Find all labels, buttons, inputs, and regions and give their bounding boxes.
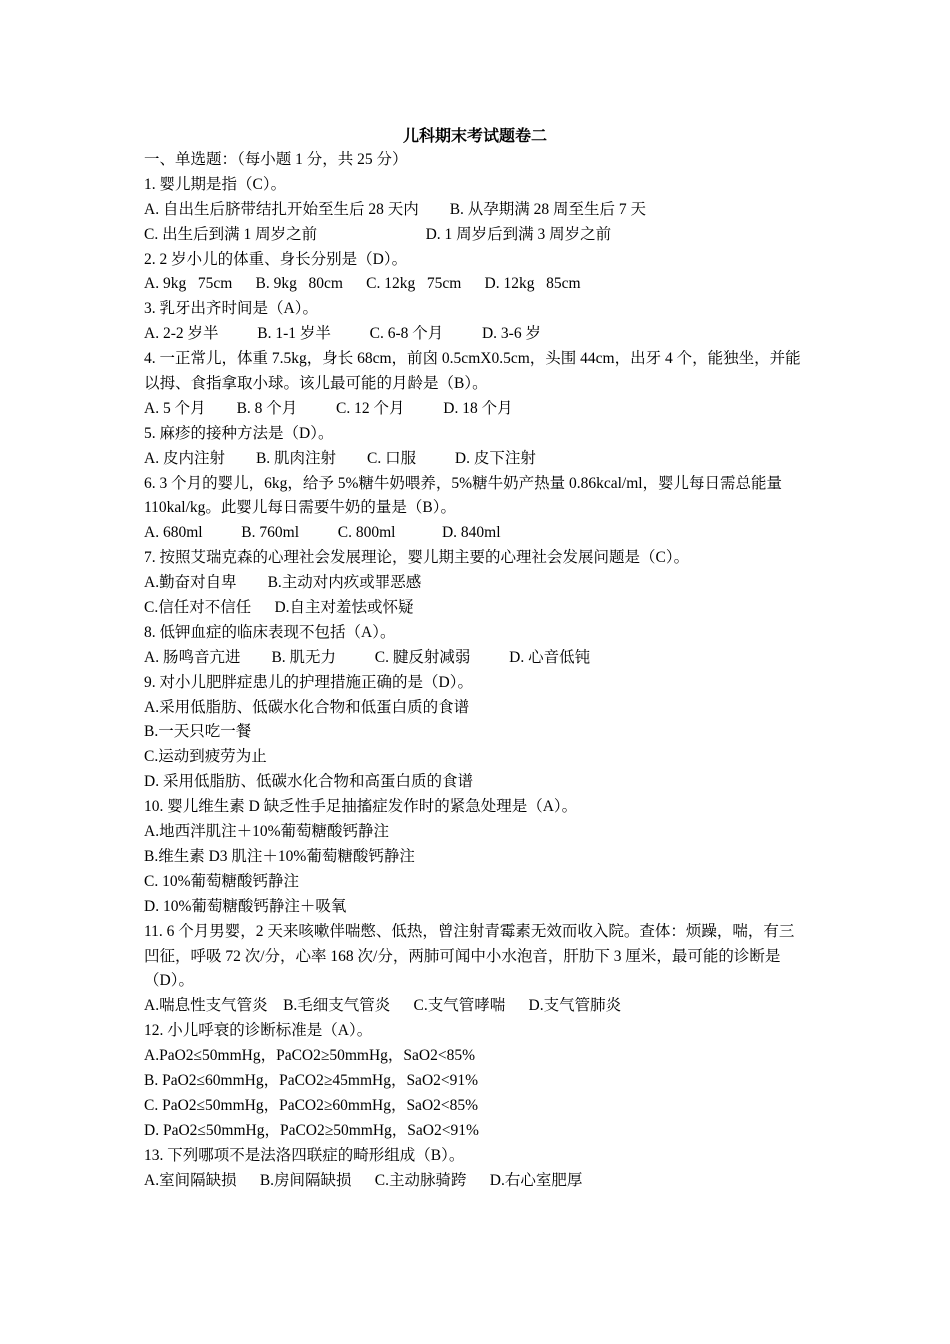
q12-option-b: B. PaO2≤60mmHg，PaCO2≥45mmHg，SaO2<91%: [144, 1071, 479, 1089]
q4-options: A. 5 个月 B. 8 个月 C. 12 个月 D. 18 个月: [144, 399, 513, 417]
q9-option-c: C.运动到疲劳为止: [144, 748, 267, 766]
question-2: 2. 2 岁小儿的体重、身长分别是（D）。: [144, 250, 408, 268]
q1-options-cd: C. 出生后到满 1 周岁之前 D. 1 周岁后到满 3 周岁之前: [144, 225, 612, 243]
q12-option-c: C. PaO2≤50mmHg，PaCO2≥60mmHg，SaO2<85%: [144, 1096, 479, 1114]
question-11-line-1: 11. 6 个月男婴，2 天来咳嗽伴喘憋、低热，曾注射青霉素无效而收入院。查体：烦躁，喘，有三: [144, 922, 795, 940]
q2-options: A. 9kg 75cm B. 9kg 80cm C. 12kg 75cm D. 12kg 85cm: [144, 275, 581, 293]
question-12: 12. 小儿呼衰的诊断标准是（A）。: [144, 1022, 373, 1040]
question-13: 13. 下列哪项不是法洛四联症的畸形组成（B）。: [144, 1146, 465, 1164]
document-body: [144, 148, 809, 1193]
question-3: 3. 乳牙出齐时间是（A）。: [144, 300, 318, 318]
question-7: 7. 按照艾瑞克森的心理社会发展理论，婴儿期主要的心理社会发展问题是（C）。: [144, 549, 690, 567]
question-6-line-2: 110kal/kg。此婴儿每日需要牛奶的量是（B）。: [144, 499, 457, 517]
question-9: 9. 对小儿肥胖症患儿的护理措施正确的是（D）。: [144, 673, 473, 691]
q13-options: A.室间隔缺损 B.房间隔缺损 C.主动脉骑跨 D.右心室肥厚: [144, 1171, 583, 1189]
q12-option-d: D. PaO2≤50mmHg，PaCO2≥50mmHg，SaO2<91%: [144, 1121, 479, 1139]
q7-options-ab: A.勤奋对自卑 B.主动对内疚或罪恶感: [144, 574, 422, 592]
q1-options-ab: A. 自出生后脐带结扎开始至生后 28 天内 B. 从孕期满 28 周至生后 7 天: [144, 200, 647, 218]
q8-options: A. 肠鸣音亢进 B. 肌无力 C. 腱反射减弱 D. 心音低钝: [144, 648, 591, 666]
page-title: 儿科期末考试题卷二: [402, 128, 547, 145]
q5-options: A. 皮内注射 B. 肌肉注射 C. 口服 D. 皮下注射: [144, 449, 536, 467]
q7-options-cd: C.信任对不信任 D.自主对羞怯或怀疑: [144, 599, 414, 617]
question-8: 8. 低钾血症的临床表现不包括（A）。: [144, 623, 396, 641]
question-4-line-2: 以拇、食指拿取小球。该儿最可能的月龄是（B）。: [144, 375, 488, 393]
q9-option-a: A.采用低脂肪、低碳水化合物和低蛋白质的食谱: [144, 698, 470, 716]
q6-options: A. 680ml B. 760ml C. 800ml D. 840ml: [144, 524, 501, 542]
q12-option-a: A.PaO2≤50mmHg，PaCO2≥50mmHg，SaO2<85%: [144, 1047, 476, 1065]
q10-option-d: D. 10%葡萄糖酸钙静注＋吸氧: [144, 897, 347, 915]
q10-option-a: A.地西泮肌注＋10%葡萄糖酸钙静注: [144, 823, 389, 841]
q11-options: A.喘息性支气管炎 B.毛细支气管炎 C.支气管哮喘 D.支气管肺炎: [144, 997, 622, 1015]
q3-options: A. 2-2 岁半 B. 1-1 岁半 C. 6-8 个月 D. 3-6 岁: [144, 325, 541, 343]
q9-option-b: B.一天只吃一餐: [144, 723, 252, 741]
question-6-line-1: 6. 3 个月的婴儿，6kg，给予 5%糖牛奶喂养，5%糖牛奶产热量 0.86kcal/ml，婴儿每日需总能量: [144, 474, 783, 492]
question-1: 1. 婴儿期是指（C）。: [144, 175, 287, 193]
question-5: 5. 麻疹的接种方法是（D）。: [144, 424, 334, 442]
question-11-line-3: （D）。: [144, 972, 194, 990]
q10-option-b: B.维生素 D3 肌注＋10%葡萄糖酸钙静注: [144, 847, 415, 865]
section-header: 一、单选题：（每小题 1 分，共 25 分）: [144, 151, 408, 168]
question-10: 10. 婴儿维生素 D 缺乏性手足抽搐症发作时的紧急处理是（A）。: [144, 798, 578, 816]
q10-option-c: C. 10%葡萄糖酸钙静注: [144, 872, 300, 890]
question-11-line-2: 凹征，呼吸 72 次/分，心率 168 次/分，两肺可闻中小水泡音，肝肋下 3 厘米，最可能的诊断是: [144, 947, 781, 965]
question-4-line-1: 4. 一正常儿，体重 7.5kg，身长 68cm，前囟 0.5cmX0.5cm，头围 44cm，出牙 4 个，能独坐，并能: [144, 350, 801, 368]
q9-option-d: D. 采用低脂肪、低碳水化合物和高蛋白质的食谱: [144, 773, 473, 791]
